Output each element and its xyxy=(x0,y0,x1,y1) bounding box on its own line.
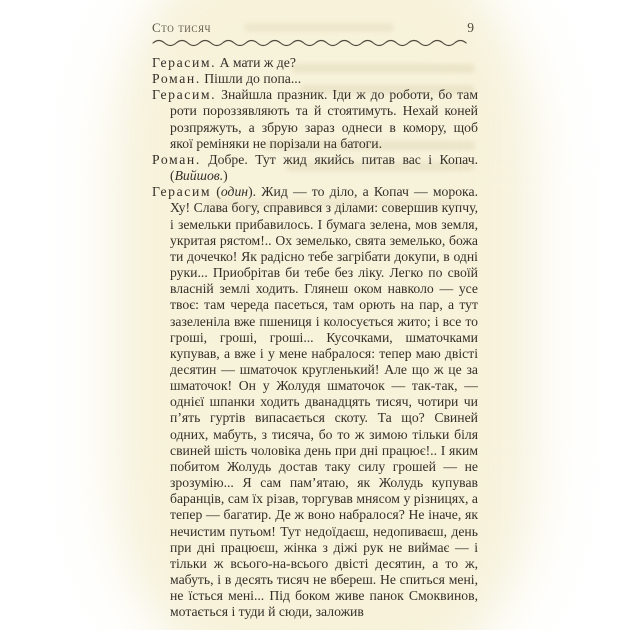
dialogue-text xyxy=(152,55,478,620)
dialogue-paragraph xyxy=(152,71,478,87)
speaker-name: Роман. xyxy=(152,151,201,167)
speaker-name: Герасим. xyxy=(152,87,217,103)
speech-text: Добре. Тут жид якийсь питав вас і Копач. ( xyxy=(170,151,478,184)
speech-text: Пішли до попа... xyxy=(200,71,302,87)
speech-text: ( xyxy=(211,184,221,200)
dialogue-paragraph xyxy=(152,55,478,71)
dialogue-paragraph xyxy=(152,152,478,184)
speaker-name: Роман. xyxy=(152,71,201,87)
speech-text: ). Жид — то діло, а Копач — морока. Ху! Слава богу, справився з ділами: совершив купчу, і земельки прибавилось. І бумага зелена, мов земля, укритая рястом!.. Ох земелько, свята земелько, божа ти дочечко! Як радісно тебе загрібати докупи, в одні руки... Приобрітав би тебе без ліку. Легко по своїй власній землі ходить. Глянеш оком навколо — усе твоє: там череда пасеться, там орють на пар, а тут зазеленіла вже пшениця і колосується жито; і все то гроші, гроші, гроші... Кусочками, шматочками купував, а вже і у мене набралося: тепер маю двісті десятин — шматочок кругленький! Але що ж це за шматочок! Он у Жолудя шматочок — так-так, — однієї шпанки ходить дванадцять тисяч, чотири чи п’ять гуртів випасається скоту. Та що? Свиней одних, мабуть, з тисяча, бо то ж зимою тільки біля свиней шість чоловіка день при дні працює!.. І яким побитом Жолудь достав таку силу грошей — не зрозумію... Я сам пам’ятаю, як Жолудь купував баранців, сам їх різав, торгував мнясом у різницях, а тепер — багатир. Де ж воно набралося? Не іначе, як нечистим путьом! Тут недоїдаєш, недопиваєш, день при дні працюєш, жінка з діжі рук не виймає — і тільки ж всього-на-всього двісті десятин, а то ж, мабуть, і в десять тисяч не вбереш. Не спиться мені, не їсться мені... Під боком живе панок Смоквинов, мотається і туди й сюди, заложив xyxy=(170,184,478,620)
stage-direction: один xyxy=(220,184,249,200)
speaker-name: Герасим. xyxy=(152,55,217,70)
wavy-divider xyxy=(152,36,478,47)
speaker-name: Герасим xyxy=(152,184,212,200)
running-head xyxy=(152,20,478,36)
page-number: 9 xyxy=(467,20,474,35)
stage-direction: Вийшов. xyxy=(174,168,224,184)
speech-text: А мати ж де? xyxy=(216,55,296,70)
speech-text: Знайшла празник. Іди ж до роботи, бо там роти пороззявляють та й стоятимуть. Нехай коней розпряжуть, а збрую зараз однеси в комору, щоб якої реміняки не порізали на батоги. xyxy=(170,87,478,151)
dialogue-paragraph xyxy=(152,87,478,152)
dialogue-paragraph xyxy=(152,184,478,620)
speech-text: ) xyxy=(223,168,228,184)
running-title: Сто тисяч xyxy=(152,20,212,35)
